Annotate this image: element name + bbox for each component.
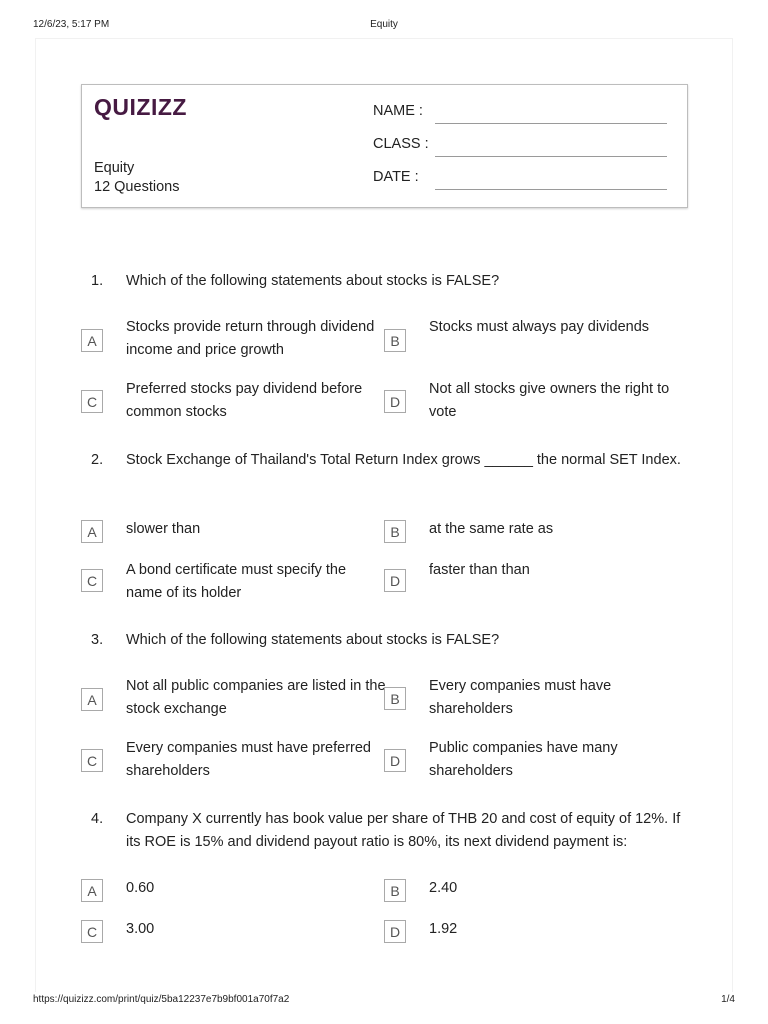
- option-letter-box: D: [384, 920, 406, 943]
- question-text: Company X currently has book value per share of THB 20 and cost of equity of 12%. If its ROE is 15% and dividend payout ratio is 80%, its next dividend payment is:: [126, 811, 681, 850]
- question-count: 12 Questions: [94, 179, 180, 195]
- option-text: Every companies must have preferred shareholders: [126, 740, 371, 779]
- class-label: CLASS :: [373, 136, 429, 152]
- question-number: 1.: [91, 273, 104, 289]
- print-page-title: Equity: [370, 19, 398, 30]
- option-letter-box: B: [384, 329, 406, 352]
- option-letter-box: C: [81, 569, 103, 592]
- option-text: Not all public companies are listed in the stock exchange: [126, 678, 386, 717]
- date-label: DATE :: [373, 169, 419, 185]
- class-line: [435, 156, 667, 157]
- name-field: [373, 103, 677, 125]
- option-letter-box: C: [81, 749, 103, 772]
- question-text: Stock Exchange of Thailand's Total Return Index grows ______ the normal SET Index.: [126, 452, 681, 468]
- question-number: 4.: [91, 811, 104, 827]
- option-text: slower than: [126, 521, 201, 537]
- question-number: 3.: [91, 632, 104, 648]
- option-text: 3.00: [126, 921, 155, 937]
- option-letter-box: C: [81, 390, 103, 413]
- question-number: 2.: [91, 452, 104, 468]
- option-text: Stocks must always pay dividends: [429, 319, 650, 335]
- option-letter-box: A: [81, 688, 103, 711]
- option-text: Not all stocks give owners the right to vote: [429, 381, 670, 420]
- option-letter-box: D: [384, 569, 406, 592]
- class-field: [373, 136, 677, 158]
- option-letter-box: D: [384, 390, 406, 413]
- option-letter-box: A: [81, 879, 103, 902]
- quiz-title: Equity: [94, 160, 135, 176]
- date-line: [435, 189, 667, 190]
- option-letter-box: A: [81, 520, 103, 543]
- page-number: 1/4: [721, 994, 735, 1005]
- print-header: [0, 0, 768, 36]
- question-text: Which of the following statements about stocks is FALSE?: [126, 273, 500, 289]
- worksheet-header-box: [81, 84, 688, 208]
- question-text: Which of the following statements about stocks is FALSE?: [126, 632, 500, 648]
- print-url: https://quizizz.com/print/quiz/5ba12237e7b9bf001a70f7a2: [33, 994, 290, 1005]
- option-letter-box: D: [384, 749, 406, 772]
- option-text: A bond certificate must specify the name of its holder: [126, 562, 347, 601]
- option-letter-box: A: [81, 329, 103, 352]
- quizizz-logo: QUIZIZZ: [94, 94, 187, 120]
- option-letter-box: B: [384, 687, 406, 710]
- option-text: Public companies have many shareholders: [429, 740, 618, 779]
- print-timestamp: 12/6/23, 5:17 PM: [33, 19, 110, 30]
- name-line: [435, 123, 667, 124]
- option-text: faster than than: [429, 562, 530, 578]
- option-text: Every companies must have shareholders: [429, 678, 612, 717]
- option-text: Preferred stocks pay dividend before common stocks: [126, 381, 363, 420]
- option-text: 0.60: [126, 880, 155, 896]
- option-text: Stocks provide return through dividend income and price growth: [126, 319, 375, 358]
- option-text: 2.40: [429, 880, 458, 896]
- date-field: [373, 169, 677, 191]
- name-label: NAME :: [373, 103, 423, 119]
- option-letter-box: B: [384, 520, 406, 543]
- option-letter-box: C: [81, 920, 103, 943]
- option-text: at the same rate as: [429, 521, 554, 537]
- option-letter-box: B: [384, 879, 406, 902]
- option-text: 1.92: [429, 921, 458, 937]
